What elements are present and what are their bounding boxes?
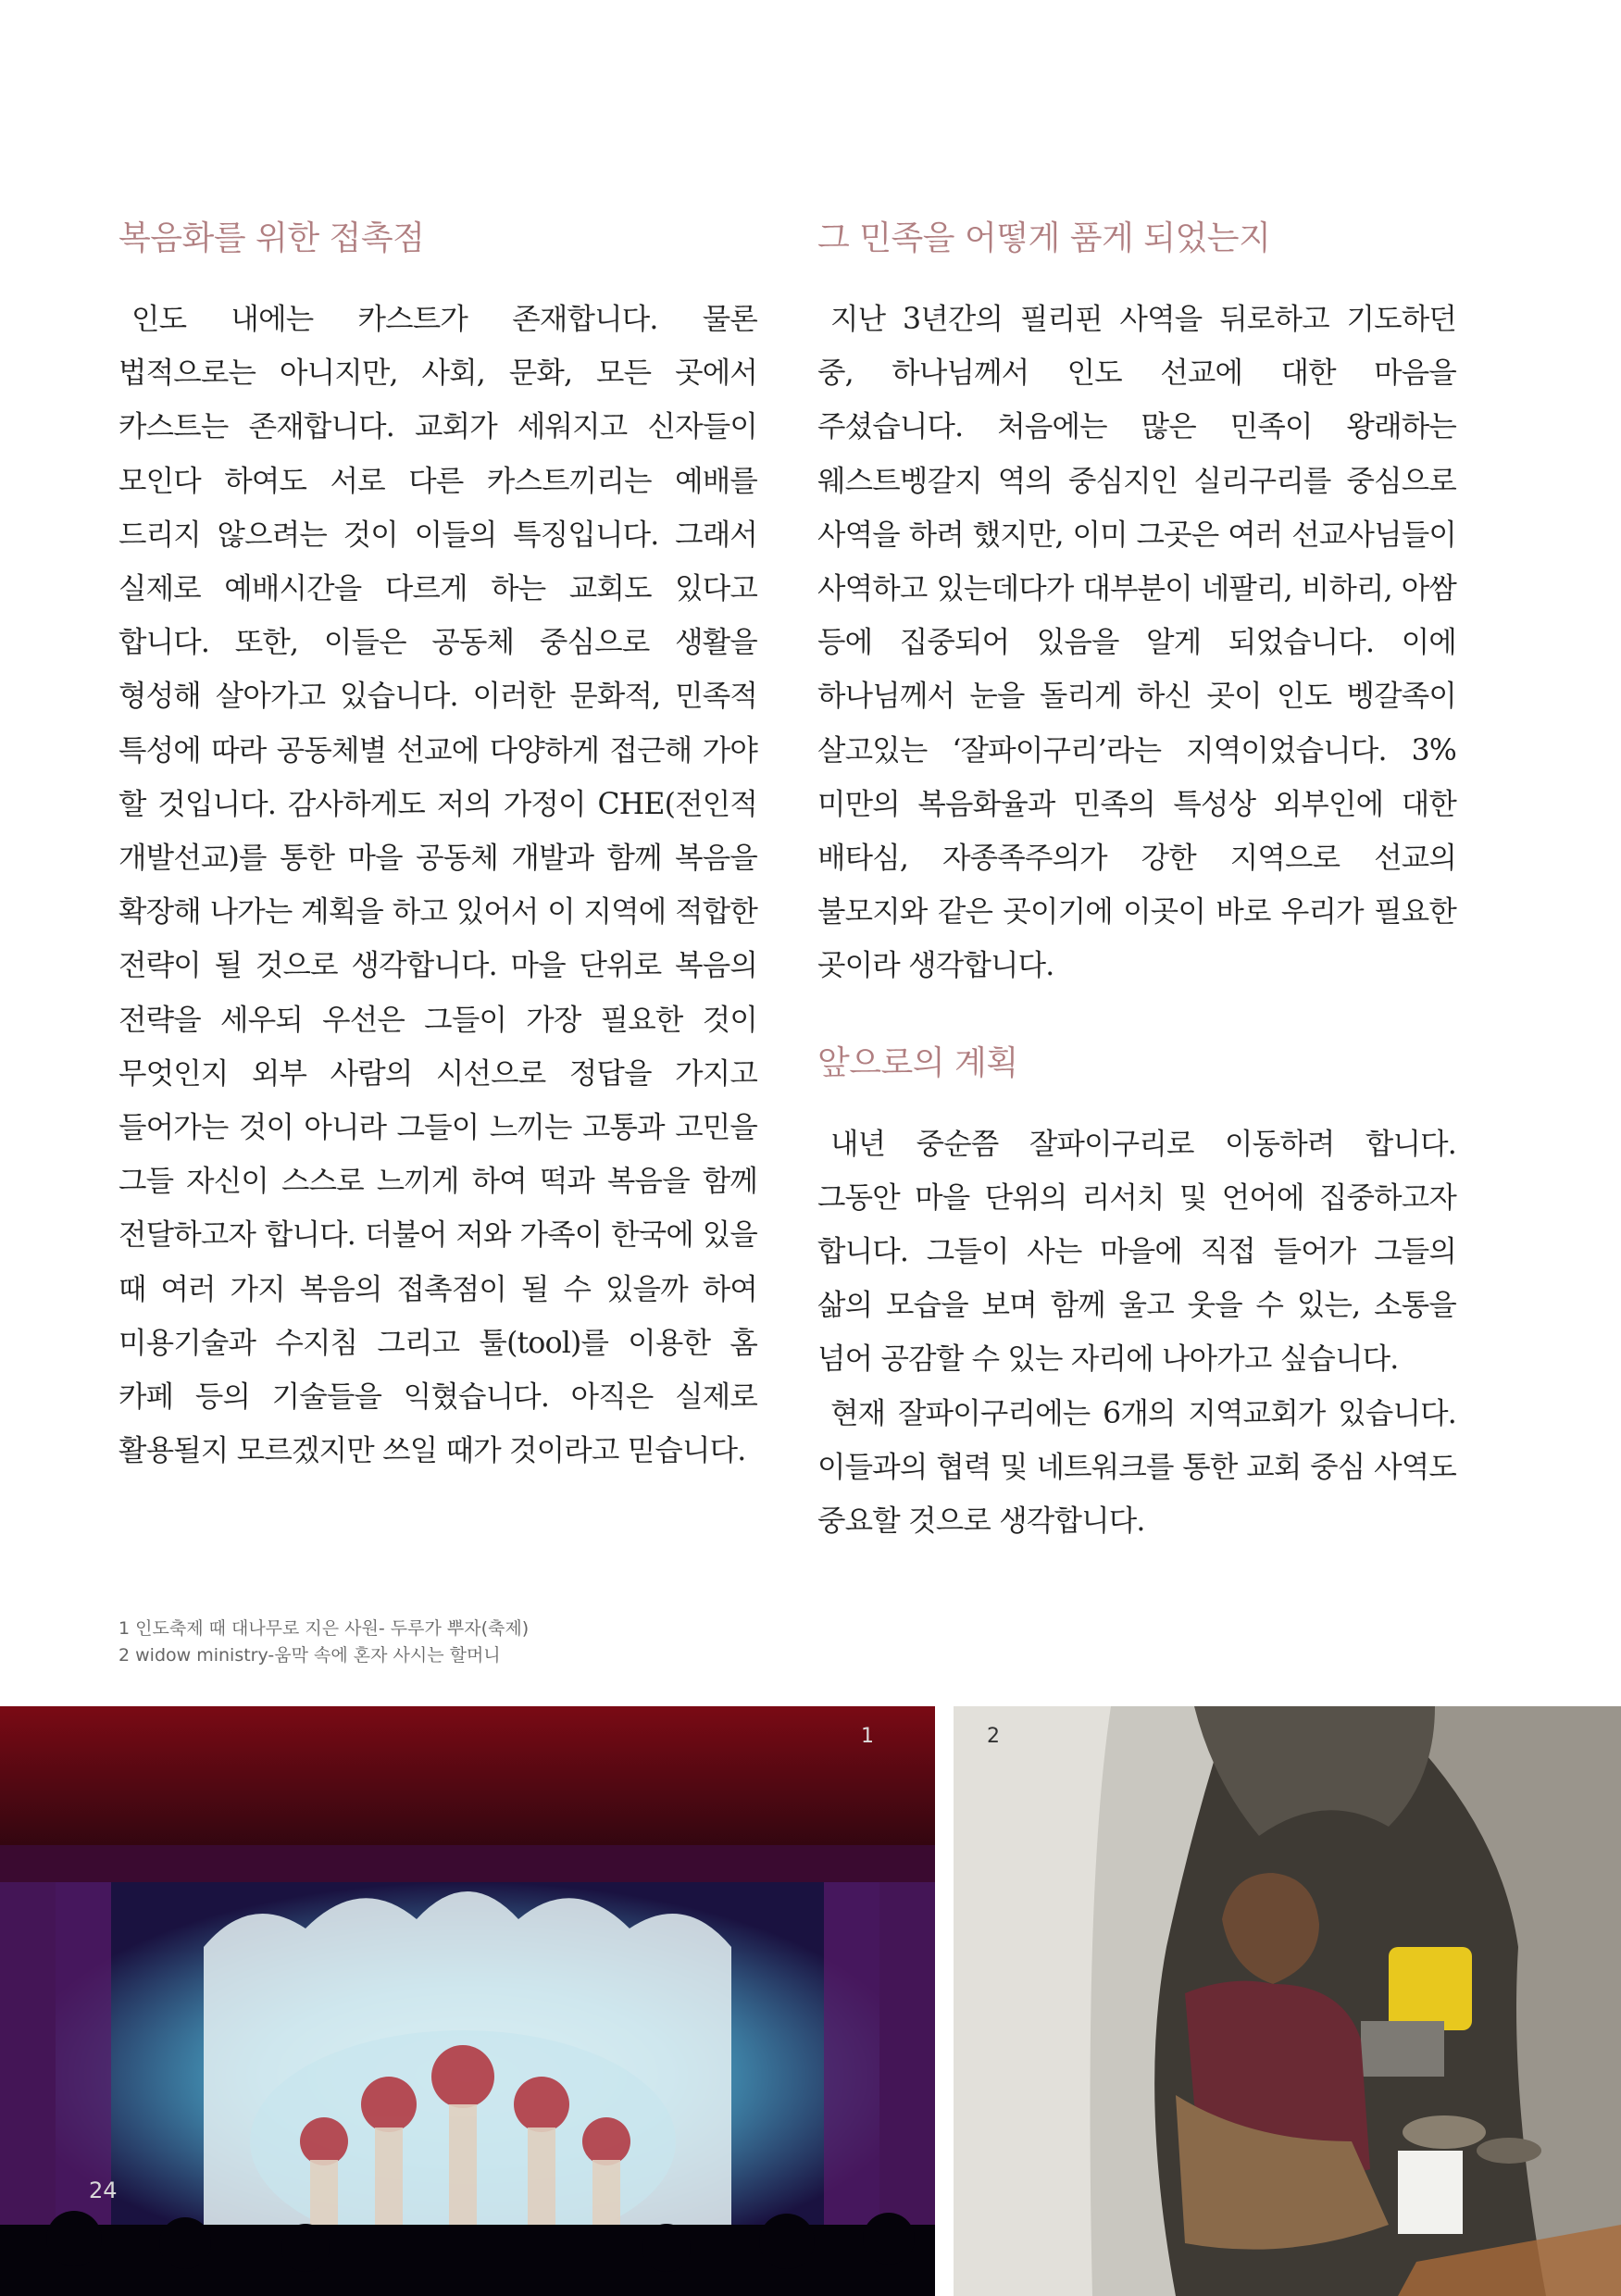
- photo-2-number: 2: [987, 1725, 1000, 1748]
- festival-temple-illustration: [0, 1706, 935, 2296]
- festival-temple-photo: [0, 1706, 935, 2296]
- photo-1-number: 1: [861, 1725, 874, 1748]
- paragraph-how-embraced: 지난 3년간의 필리핀 사역을 뒤로하고 기도하던 중, 하나님께서 인도 선교에 대한 마음을 주셨습니다. 처음에는 많은 민족이 왕래하는 웨스트벵갈지 역의 중심지인 실리구리를 중심으로 사역을 하려 했지만, 이미 그곳은 여러 선교사님들이 사역하고 있는데다가 대부분이 네팔리, 비하리, 아쌈 등에 집중되어 있음을 알게 되었습니다. 이에 하나님께서 눈을 돌리게 하신 곳이 인도 벵갈족이 살고있는 ‘잘파이구리’라는 지역이었습니다. 3% 미만의 복음화율과 민족의 특성상 외부인에 대한 배타심, 자종족주의가 강한 지역으로 선교의 불모지와 같은 곳이기에 이곳이 바로 우리가 필요한 곳이라 생각합니다.: [817, 303, 1456, 983]
- section-spacer: [817, 993, 1456, 1038]
- section-heading-future-plan: 앞으로의 계획: [817, 1043, 1018, 1082]
- left-column: [118, 213, 757, 1478]
- section-heading-how-embraced: 그 민족을 어떻게 품게 되었는지: [817, 219, 1271, 257]
- widow-hut-photo: [954, 1706, 1621, 2296]
- widow-hut-illustration: [954, 1706, 1621, 2296]
- caption-1: 1 인도축제 때 대나무로 지은 사원- 두루가 뿌자(축제): [118, 1618, 530, 1639]
- paragraph-local-churches: 현재 잘파이구리에는 6개의 지역교회가 있습니다. 이들과의 협력 및 네트워크를 통한 교회 중심 사역도 중요할 것으로 생각합니다.: [817, 1396, 1456, 1539]
- paragraph-contact-point: 인도 내에는 카스트가 존재합니다. 물론 법적으로는 아니지만, 사회, 문화, 모든 곳에서 카스트는 존재합니다. 교회가 세워지고 신자들이 모인다 하여도 서로 다른 카스트끼리는 예배를 드리지 않으려는 것이 이들의 특징입니다. 그래서 실제로 예배시간을 다르게 하는 교회도 있다고 합니다. 또한, 이들은 공동체 중심으로 생활을 형성해 살아가고 있습니다. 이러한 문화적, 민족적 특성에 따라 공동체별 선교에 다양하게 접근해 가야 할 것입니다. 감사하게도 저의 가정이 CHE(전인적 개발선교)를 통한 마을 공동체 개발과 함께 복음을 확장해 나가는 계획을 하고 있어서 이 지역에 적합한 전략이 될 것으로 생각합니다. 마을 단위로 복음의 전략을 세우되 우선은 그들이 가장 필요한 것이 무엇인지 외부 사람의 시선으로 정답을 가지고 들어가는 것이 아니라 그들이 느끼는 고통과 고민을 그들 자신이 스스로 느끼게 하여 떡과 복음을 함께 전달하고자 합니다. 더불어 저와 가족이 한국에 있을 때 여러 가지 복음의 접촉점이 될 수 있을까 하여 미용기술과 수지침 그리고 툴(tool)를 이용한 홈 카페 등의 기술들을 익혔습니다. 아직은 실제로 활용될지 모르겠지만 쓰일 때가 것이라고 믿습니다.: [118, 303, 757, 1468]
- section-heading-contact-point: 복음화를 위한 접촉점: [118, 219, 425, 257]
- page-number: 24: [89, 2177, 118, 2203]
- photo-captions: [118, 1616, 529, 1669]
- caption-2: 2 widow ministry-움막 속에 혼자 사시는 할머니: [118, 1645, 501, 1666]
- right-column: [817, 213, 1456, 1548]
- paragraph-future-plan: 내년 중순쯤 잘파이구리로 이동하려 합니다. 그동안 마을 단위의 리서치 및 언어에 집중하고자 합니다. 그들이 사는 마을에 직접 들어가 그들의 삶의 모습을 보며 함께 울고 웃을 수 있는, 소통을 넘어 공감할 수 있는 자리에 나아가고 싶습니다.: [817, 1127, 1456, 1377]
